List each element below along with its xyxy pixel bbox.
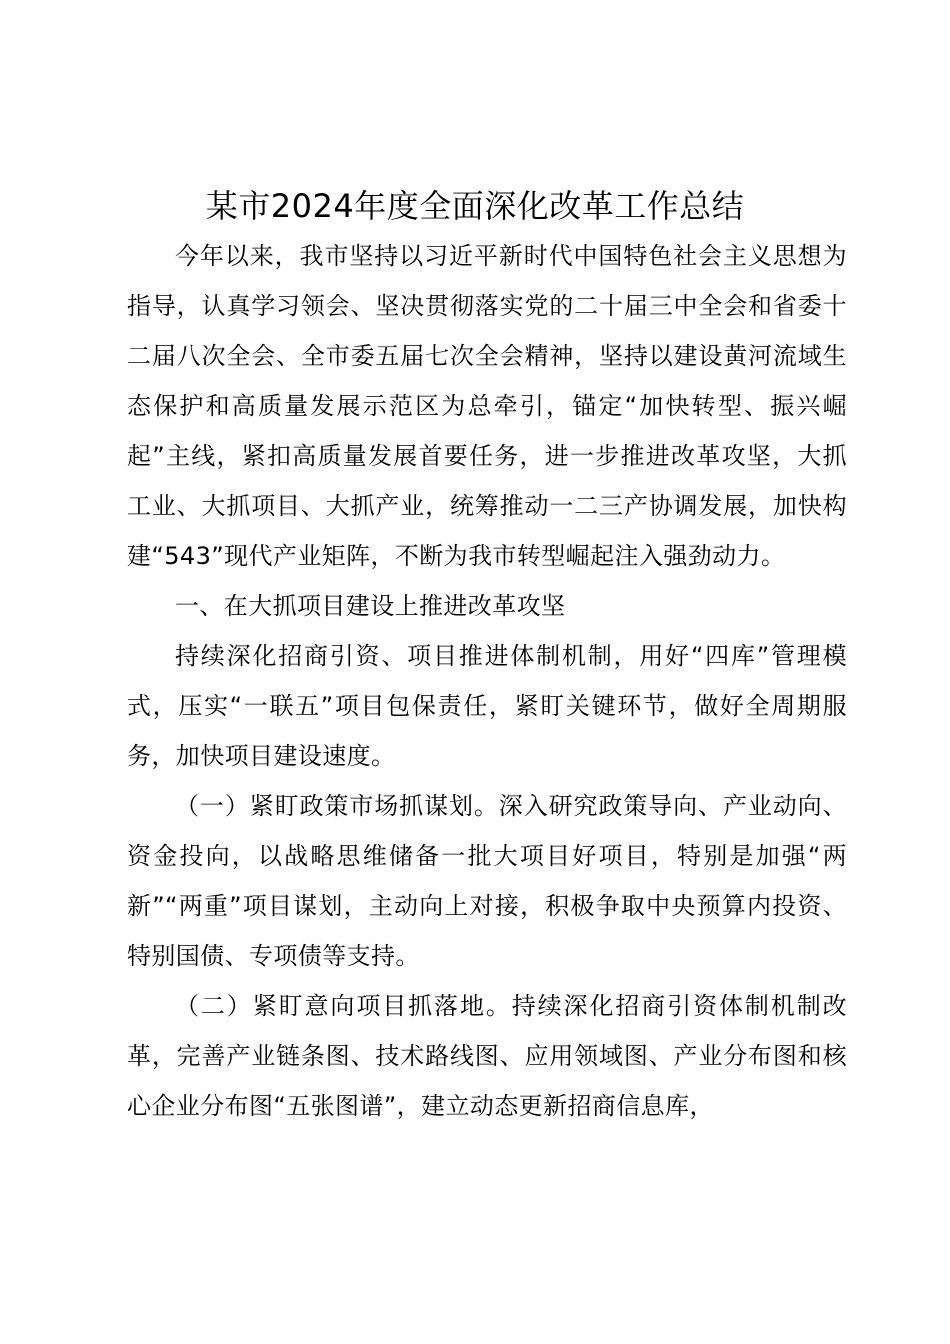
paragraph-section-1: 持续深化招商引资、项目推进体制机制，用好“四库”管理模式，压实“一联五”项目包保责任，紧盯关键环节，做好全周期服务，加快项目建设速度。 [127, 642, 847, 770]
document-body [127, 231, 847, 1131]
section-heading-1: 一、在大抓项目建设上推进改革攻坚 [175, 592, 566, 620]
document-title: 某市2024年度全面深化改革工作总结 [205, 187, 745, 225]
paragraph-item-2: （二）紧盯意向项目抓落地。持续深化招商引资体制机制改革，完善产业链条图、技术路线图、应用领域图、产业分布图和核心企业分布图“五张图谱”，建立动态更新招商信息库， [127, 992, 847, 1120]
paragraph-item-1: （一）紧盯政策市场抓谋划。深入研究政策导向、产业动向、资金投向，以战略思维储备一批大项目好项目，特别是加强“两新”“两重”项目谋划，主动向上对接，积极争取中央预算内投资、特别国债、专项债等支持。 [127, 792, 847, 970]
paragraph-intro: 今年以来，我市坚持以习近平新时代中国特色社会主义思想为指导，认真学习领会、坚决贯彻落实党的二十届三中全会和省委十二届八次全会、全市委五届七次全会精神，坚持以建设黄河流域生态保护和高质量发展示范区为总牵引，锚定“加快转型、振兴崛起”主线，紧扣高质量发展首要任务，进一步推进改革攻坚，大抓工业、大抓项目、大抓产业，统筹推动一二三产协调发展，加快构建“543”现代产业矩阵，不断为我市转型崛起注入强劲动力。 [127, 242, 847, 570]
